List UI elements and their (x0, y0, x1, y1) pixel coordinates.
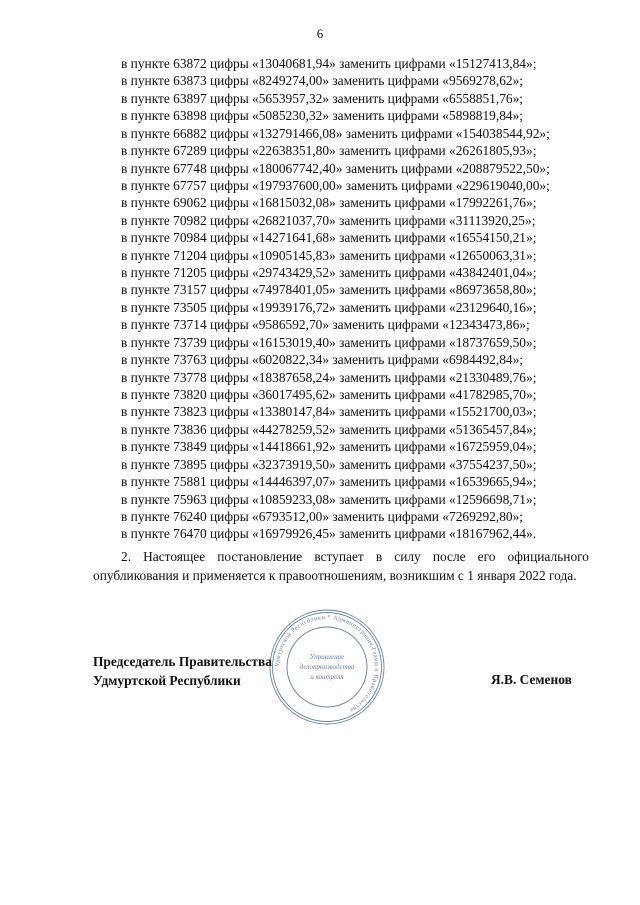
amendment-item: в пункте 75963 цифры «10859233,08» заменить цифрами «12596698,71»; (121, 491, 537, 507)
amendment-item: в пункте 69062 цифры «16815032,08» заменить цифрами «17992261,76»; (121, 195, 537, 211)
amendment-item: в пункте 73836 цифры «44278259,52» заменить цифрами «51365457,84»; (121, 421, 537, 437)
official-stamp (268, 608, 386, 726)
amendment-item: в пункте 73714 цифры «9586592,70» заменить цифрами «12343473,86»; (121, 317, 530, 333)
signatory-title-line-2: Удмуртской Республики (93, 672, 241, 688)
amendment-item: в пункте 73849 цифры «14418661,92» заменить цифрами «16725959,04»; (121, 439, 537, 455)
amendment-item: в пункте 67289 цифры «22638351,80» заменить цифрами «26261805,93»; (121, 143, 537, 159)
effective-date-paragraph: 2. Настоящее постановление вступает в силу после его официального опубликования и применяется к правоотношениям, возникшим с 1 января 2022 года. (93, 549, 589, 583)
amendment-item: в пункте 63873 цифры «8249274,00» заменить цифрами «9569278,62»; (121, 73, 524, 89)
amendment-item: в пункте 70984 цифры «14271641,68» заменить цифрами «16554150,21»; (121, 230, 537, 246)
amendment-list (121, 55, 601, 543)
amendment-item: в пункте 71204 цифры «10905145,83» заменить цифрами «12650063,31»; (121, 247, 537, 263)
amendment-item: в пункте 66882 цифры «132791466,08» заменить цифрами «154038544,92»; (121, 125, 550, 141)
stamp-center-line-2: делопроизводства (299, 663, 355, 671)
amendment-item: в пункте 73820 цифры «36017495,62» заменить цифрами «41782985,70»; (121, 387, 537, 403)
amendment-item: в пункте 67757 цифры «197937600,00» заменить цифрами «229619040,00»; (121, 177, 550, 193)
signatory-name: Я.В. Семенов (491, 672, 572, 687)
signatory-title (93, 653, 272, 690)
page-number: 6 (316, 26, 324, 41)
amendment-item: в пункте 73157 цифры «74978401,05» заменить цифрами «86973658,80»; (121, 282, 537, 298)
amendment-item: в пункте 73763 цифры «6020822,34» заменить цифрами «6984492,84»; (121, 352, 524, 368)
stamp-ring-text: Удмуртской Республики * Администрация Главы и Правительства (273, 613, 381, 714)
amendment-item: в пункте 63897 цифры «5653957,32» заменить цифрами «6558851,76»; (121, 90, 524, 106)
amendment-item: в пункте 63872 цифры «13040681,94» заменить цифрами «15127413,84»; (121, 56, 537, 71)
amendment-item: в пункте 76240 цифры «6793512,00» заменить цифрами «7269292,80»; (121, 508, 524, 524)
amendment-item: в пункте 76470 цифры «16979926,45» заменить цифрами «18167962,44». (121, 526, 537, 542)
amendment-item: в пункте 71205 цифры «29743429,52» заменить цифрами «43842401,04»; (121, 265, 537, 281)
stamp-center-line-3: и контроля (310, 673, 344, 681)
amendment-item: в пункте 70982 цифры «26821037,70» заменить цифрами «31113920,25»; (121, 212, 536, 228)
stamp-center-line-1: Управление (309, 653, 345, 661)
amendment-item: в пункте 73505 цифры «19939176,72» заменить цифрами «23129640,16»; (121, 299, 537, 315)
amendment-item: в пункте 67748 цифры «180067742,40» заменить цифрами «208879522,50»; (121, 160, 550, 176)
amendment-item: в пункте 73778 цифры «18387658,24» заменить цифрами «21330489,76»; (121, 369, 537, 385)
amendment-item: в пункте 73895 цифры «32373919,50» заменить цифрами «37554237,50»; (121, 456, 537, 472)
amendment-item: в пункте 75881 цифры «14446397,07» заменить цифрами «16539665,94»; (121, 474, 537, 490)
amendment-item: в пункте 63898 цифры «5085230,32» заменить цифрами «5898819,84»; (121, 108, 524, 124)
amendment-item: в пункте 73823 цифры «13380147,84» заменить цифрами «15521700,03»; (121, 404, 537, 420)
amendment-item: в пункте 73739 цифры «16153019,40» заменить цифрами «18737659,50»; (121, 334, 537, 350)
signatory-title-line-1: Председатель Правительства (93, 654, 272, 669)
